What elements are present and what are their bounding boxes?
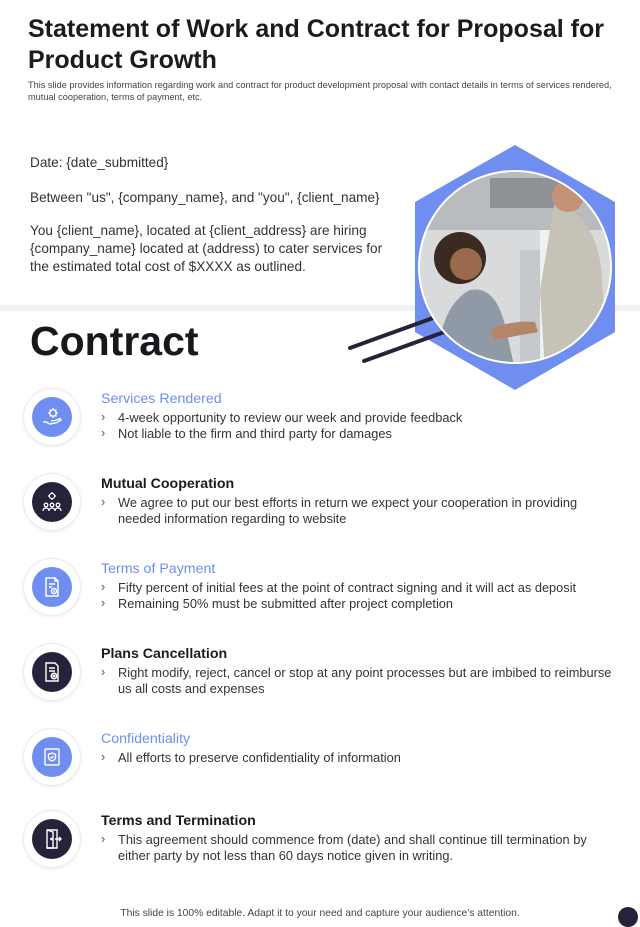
contract-item-services-rendered [24, 389, 624, 459]
hiring-line: You {client_name}, located at {client_address} are hiring {company_name} located at (address) to cater services for the estimated total cost of $XXXX as outlined. [30, 223, 383, 274]
bullet-item: › We agree to put our best efforts in return we expect your cooperation in providing needed information regarding to website [101, 495, 621, 527]
icon-ring [24, 729, 80, 785]
item-title: Terms of Payment [101, 561, 216, 577]
bullet-item: › All efforts to preserve confidentiality of information [101, 750, 621, 766]
icon-ring [24, 559, 80, 615]
page-title: Statement of Work and Contract for Proposal for Product Growth [28, 15, 604, 74]
bullet-item: › 4-week opportunity to review our week and provide feedback [101, 410, 621, 426]
bullet-item: › Fifty percent of initial fees at the point of contract signing and it will act as deposit [101, 580, 621, 596]
bullet-list [101, 410, 621, 442]
bullet-item: › Right modify, reject, cancel or stop at any point processes but are imbibed to reimburse us all costs and expenses [101, 665, 621, 697]
footer-note: This slide is 100% editable. Adapt it to your need and capture your audience’s attention. [120, 908, 520, 919]
corner-dot [618, 907, 638, 927]
bullet-list [101, 580, 621, 612]
date-line: Date: {date_submitted} [30, 155, 169, 170]
hero-illustration [340, 140, 620, 400]
payment-document-icon [32, 567, 72, 607]
contract-item-mutual-cooperation [24, 474, 624, 544]
icon-ring [24, 474, 80, 530]
team-gear-icon [32, 482, 72, 522]
contract-heading: Contract [30, 318, 199, 364]
contract-item-terms-of-payment [24, 559, 624, 629]
icon-ring [24, 389, 80, 445]
item-title: Services Rendered [101, 391, 222, 407]
item-title: Terms and Termination [101, 813, 256, 829]
contract-item-confidentiality [24, 729, 624, 799]
icon-ring [24, 644, 80, 700]
icon-ring [24, 811, 80, 867]
exit-door-icon [32, 819, 72, 859]
item-title: Mutual Cooperation [101, 476, 235, 492]
bullet-list [101, 495, 621, 527]
item-title: Plans Cancellation [101, 646, 228, 662]
hand-gear-icon [32, 397, 72, 437]
bullet-item: › Remaining 50% must be submitted after project completion [101, 596, 621, 612]
contract-item-plans-cancellation [24, 644, 624, 714]
page-subtitle: This slide provides information regarding work and contract for product development proposal with contact details in terms of services rendered, mutual cooperation, terms of payment, etc. [28, 80, 612, 102]
bullet-list [101, 750, 621, 766]
between-line: Between "us", {company_name}, and "you", {client_name} [30, 190, 380, 205]
item-title: Confidentiality [101, 731, 191, 747]
bullet-item: › Not liable to the firm and third party for damages [101, 426, 621, 442]
contract-item-terms-and-termination [24, 811, 624, 881]
cancel-document-icon [32, 652, 72, 692]
bullet-list [101, 832, 621, 864]
secure-document-icon [32, 737, 72, 777]
bullet-item: › This agreement should commence from (date) and shall continue till termination by either party by not less than 60 days notice given in writing. [101, 832, 621, 864]
bullet-list [101, 665, 621, 697]
accent-line [364, 331, 447, 361]
